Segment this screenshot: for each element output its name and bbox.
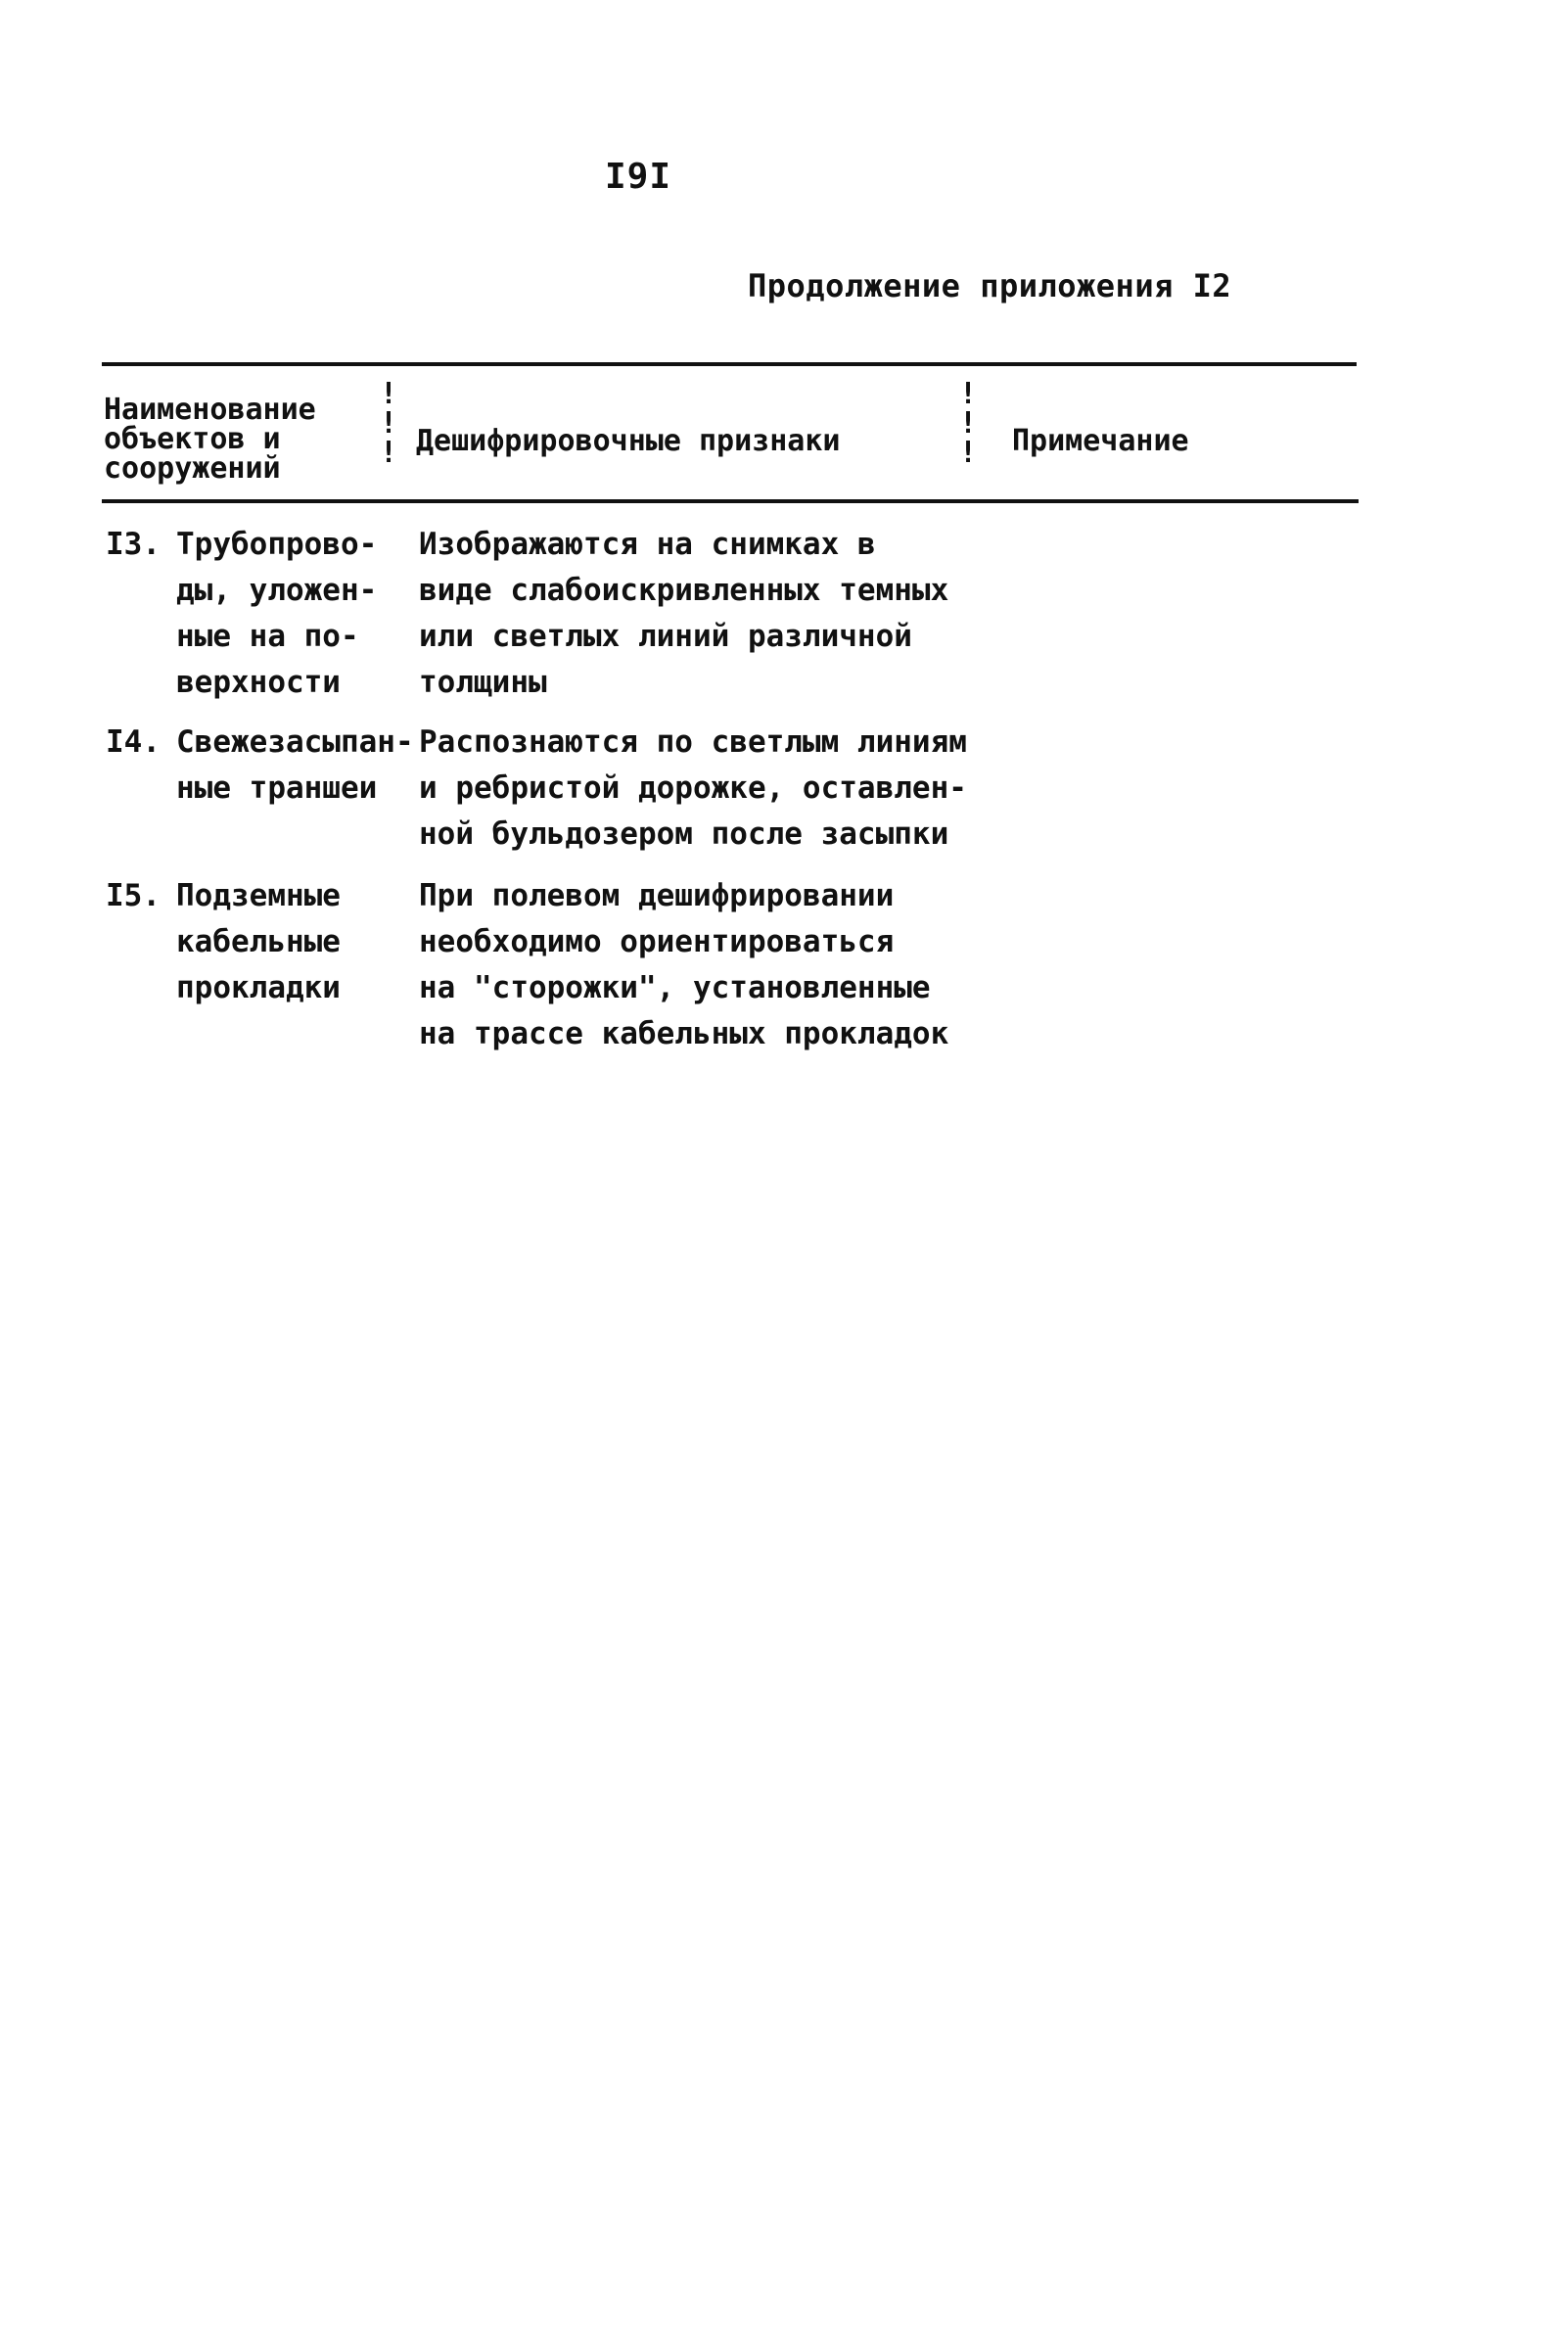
appendix-continuation-title: Продолжение приложения I2 [748,267,1232,304]
page-number: I9I [605,157,672,197]
column-separator-2: ! ! ! [959,377,978,470]
row-object-name: Трубопрово- ды, уложен- ные на по- верхности [176,527,378,700]
row-features: При полевом дешифрировании необходимо ориентироваться на "сторожки", установленные на трассе кабельных прокладок [419,878,949,1051]
table-header-rule [102,499,1359,503]
table-top-rule [102,362,1357,366]
row-object-name: Свежезасыпан- ные траншеи [176,724,414,806]
row-features: Изображаются на снимках в виде слабоискривленных темных или светлых линий различной толщины [419,527,949,700]
row-features: Распознаются по светлым линиям и ребристой дорожке, оставлен- ной бульдозером после засыпки [419,724,967,852]
header-note: Примечание [1012,424,1189,458]
header-features: Дешифрировочные признаки [416,424,841,458]
row-number: I4. [106,724,161,760]
row-object-name: Подземные кабельные прокладки [176,878,341,1005]
row-number: I3. [106,527,161,562]
header-object-name: Наименование объектов и сооружений [104,393,316,486]
row-number: I5. [106,878,161,913]
column-separator-1: ! ! ! [380,377,398,470]
